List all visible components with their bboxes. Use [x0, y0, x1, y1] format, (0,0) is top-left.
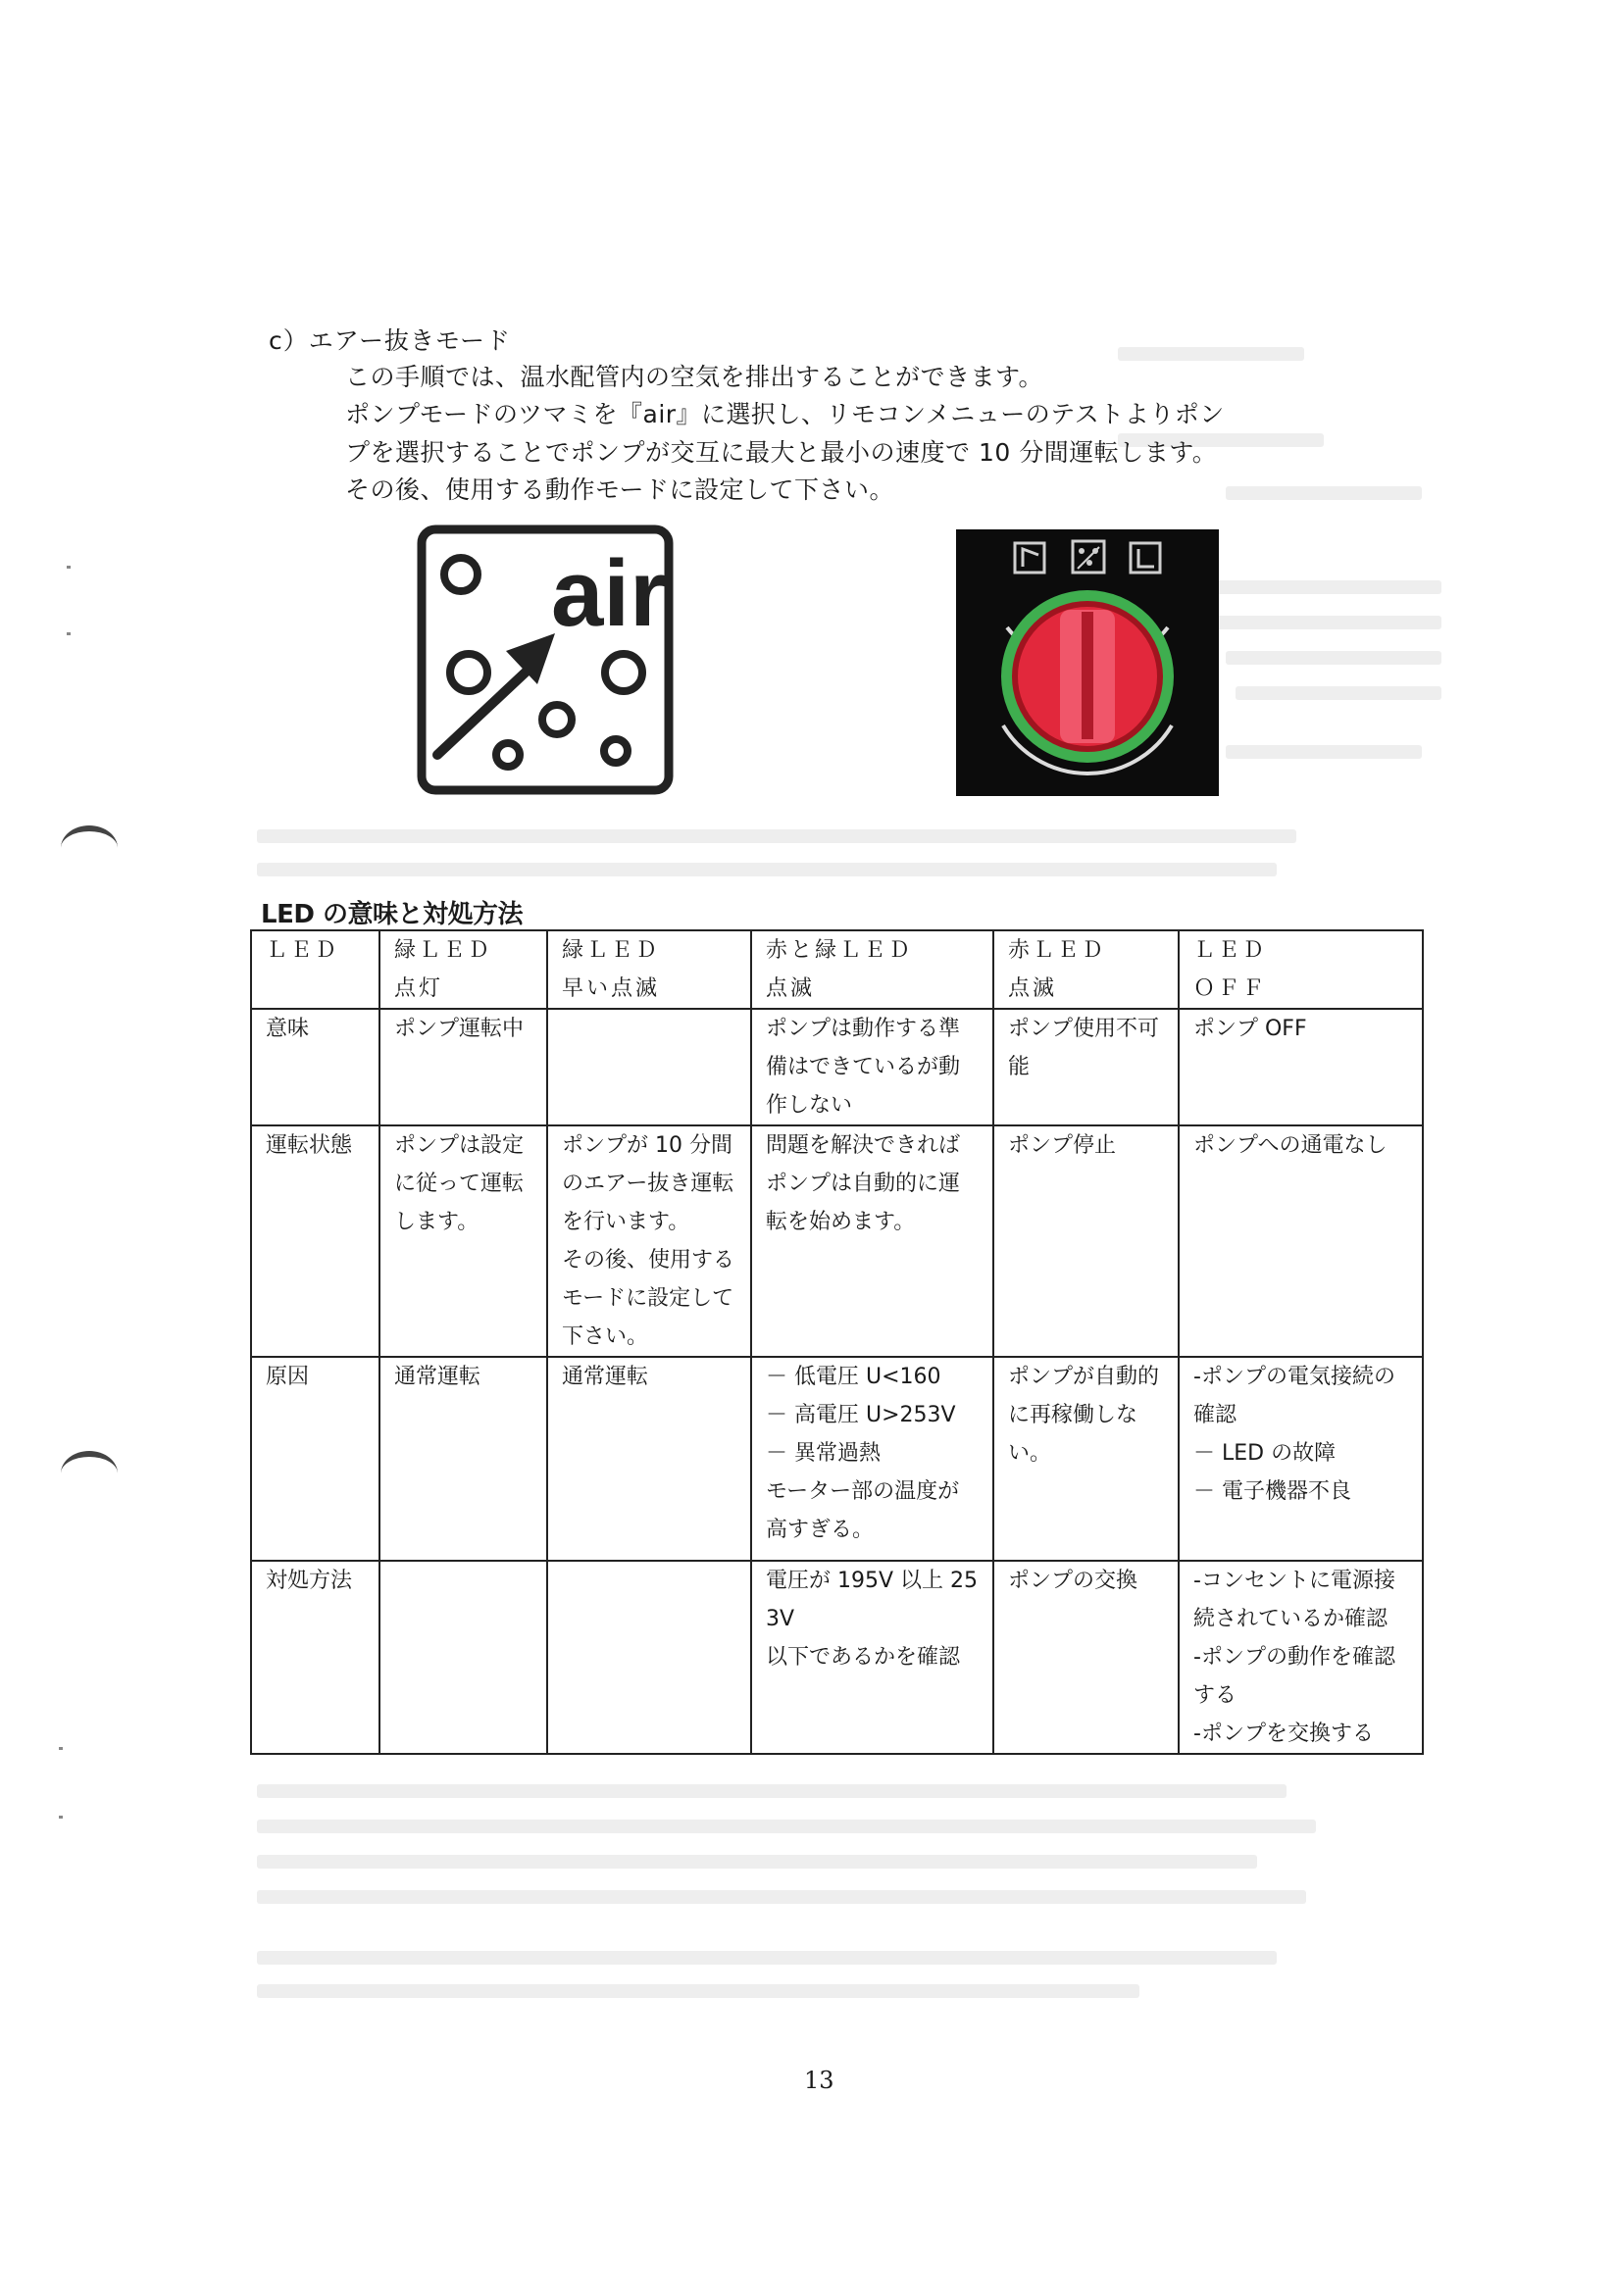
table-cell [379, 1561, 547, 1754]
cell-line: する [1193, 1683, 1237, 1708]
table-cell [993, 1357, 1179, 1561]
cell-line: ポンプは設定 [394, 1133, 525, 1158]
led-table-heading: LED の意味と対処方法 [261, 900, 523, 929]
paragraph-line-1: この手順では、温水配管内の空気を排出することができます。 [345, 363, 1044, 391]
table-cell [547, 1561, 751, 1754]
cell-line: 確認 [1193, 1403, 1237, 1427]
table-cell [1179, 1561, 1423, 1754]
cell-line: 備はできているが動 [766, 1055, 961, 1079]
cell-line: ポンプ停止 [1008, 1133, 1117, 1158]
cell-line: 通常運転 [562, 1365, 649, 1389]
header-cell-line: 点滅 [1008, 976, 1058, 1001]
table-cell [751, 1357, 993, 1561]
table-cell [379, 1125, 547, 1357]
pump-mode-dial-icon [956, 529, 1219, 796]
row-label: 原因 [266, 1365, 310, 1389]
table-cell [1179, 1357, 1423, 1561]
table-cell [1179, 1009, 1423, 1125]
table-header-cell [379, 930, 547, 1009]
cell-line: のエアー抜き運転 [562, 1172, 734, 1196]
table-header-row [251, 930, 1423, 1009]
paragraph-line-2: ポンプモードのツマミを『air』に選択し、リモコンメニューのテストよりポン [345, 400, 1225, 428]
row-label-cell [251, 1009, 379, 1125]
header-cell-line: ＬＥＤ [1193, 938, 1268, 963]
cell-line: － 電子機器不良 [1193, 1479, 1351, 1504]
cell-line: に再稼働しな [1008, 1403, 1138, 1427]
cell-line: ポンプの交換 [1008, 1569, 1138, 1593]
cell-line: -ポンプの動作を確認 [1193, 1645, 1395, 1670]
header-cell-line: 点灯 [394, 976, 444, 1001]
table-row [251, 1561, 1423, 1754]
table-cell [1179, 1125, 1423, 1357]
cell-line: に従って運転 [394, 1172, 525, 1196]
row-label-cell [251, 1125, 379, 1357]
cell-line: 以下であるかを確認 [766, 1645, 961, 1670]
cell-line: ポンプ運転中 [394, 1017, 525, 1041]
header-cell-line: 早い点滅 [562, 976, 661, 1001]
table-header-cell [751, 930, 993, 1009]
table-cell [993, 1009, 1179, 1125]
table-row [251, 1125, 1423, 1357]
cell-line: -コンセントに電源接 [1193, 1569, 1395, 1593]
row-label-cell [251, 1357, 379, 1561]
air-purge-arrow-icon [416, 524, 675, 796]
header-cell-line: 赤ＬＥＤ [1008, 938, 1107, 963]
table-header-cell [547, 930, 751, 1009]
table-cell [751, 1561, 993, 1754]
table-cell [751, 1009, 993, 1125]
cell-line: -ポンプの電気接続の [1193, 1365, 1395, 1389]
table-header-cell [251, 930, 379, 1009]
cell-line: します。 [394, 1210, 479, 1234]
table-header-cell [1179, 930, 1423, 1009]
cell-line: 下さい。 [562, 1324, 649, 1349]
scan-speck [59, 1816, 63, 1819]
cell-line: 通常運転 [394, 1365, 481, 1389]
punch-hole-bottom [61, 1451, 118, 1496]
scan-speck [59, 1747, 63, 1750]
cell-line: ポンプへの通電なし [1193, 1133, 1388, 1158]
cell-line: ポンプが自動的 [1008, 1365, 1160, 1389]
table-cell [993, 1125, 1179, 1357]
cell-line: 問題を解決できれば [766, 1133, 961, 1158]
cell-line: 続されているか確認 [1193, 1607, 1388, 1631]
header-cell-line: ＬＥＤ [266, 938, 340, 963]
cell-line: モーター部の温度が [766, 1479, 960, 1504]
scan-speck [67, 632, 71, 635]
section-title: c）エアー抜きモード [269, 326, 511, 355]
pump-mode-knob-photo [956, 529, 1219, 796]
cell-line: 高すぎる。 [766, 1518, 875, 1542]
punch-hole-top [61, 825, 118, 871]
paragraph-line-4: その後、使用する動作モードに設定して下さい。 [345, 475, 895, 504]
paragraph-line-3: プを選択することでポンプが交互に最大と最小の速度で 10 分間運転します。 [345, 438, 1218, 467]
row-label: 意味 [266, 1017, 310, 1041]
cell-line: 能 [1008, 1055, 1031, 1079]
table-cell [379, 1009, 547, 1125]
table-cell [993, 1561, 1179, 1754]
air-icon-label: air [551, 541, 667, 646]
row-label-cell [251, 1561, 379, 1754]
cell-line: ポンプは自動的に運 [766, 1172, 961, 1196]
table-header-cell [993, 930, 1179, 1009]
table-cell [751, 1125, 993, 1357]
header-cell-line: 点滅 [766, 976, 816, 1001]
table-row [251, 1009, 1423, 1125]
page-number: 13 [804, 2067, 834, 2094]
cell-line: ポンプ OFF [1193, 1017, 1307, 1041]
header-cell-line: 緑ＬＥＤ [394, 938, 493, 963]
row-label: 対処方法 [266, 1569, 353, 1593]
cell-line: 作しない [766, 1093, 853, 1118]
cell-line: を行います。 [562, 1210, 690, 1234]
table-row [251, 1357, 1423, 1561]
cell-line: その後、使用する [562, 1248, 735, 1273]
table-cell [547, 1125, 751, 1357]
led-status-table [250, 929, 1424, 1755]
table-cell [379, 1357, 547, 1561]
cell-line: － 異常過熱 [766, 1441, 881, 1466]
header-cell-line: 緑ＬＥＤ [562, 938, 661, 963]
header-cell-line: ＯＦＦ [1193, 976, 1268, 1001]
cell-line: ポンプが 10 分間 [562, 1133, 732, 1158]
cell-line: 電圧が 195V 以上 253V [766, 1569, 979, 1631]
cell-line: 転を始めます。 [766, 1210, 916, 1234]
row-label: 運転状態 [266, 1133, 353, 1158]
cell-line: － LED の故障 [1193, 1441, 1337, 1466]
cell-line: ポンプ使用不可 [1008, 1017, 1160, 1041]
cell-line: モードに設定して [562, 1286, 734, 1311]
cell-line: ポンプは動作する準 [766, 1017, 961, 1041]
cell-line: － 低電圧 U<160 [766, 1365, 941, 1389]
table-cell [547, 1009, 751, 1125]
table-cell [547, 1357, 751, 1561]
header-cell-line: 赤と緑ＬＥＤ [766, 938, 914, 963]
cell-line: い。 [1008, 1441, 1052, 1466]
cell-line: -ポンプを交換する [1193, 1722, 1374, 1746]
cell-line: － 高電圧 U>253V [766, 1403, 956, 1427]
scan-speck [67, 566, 71, 569]
